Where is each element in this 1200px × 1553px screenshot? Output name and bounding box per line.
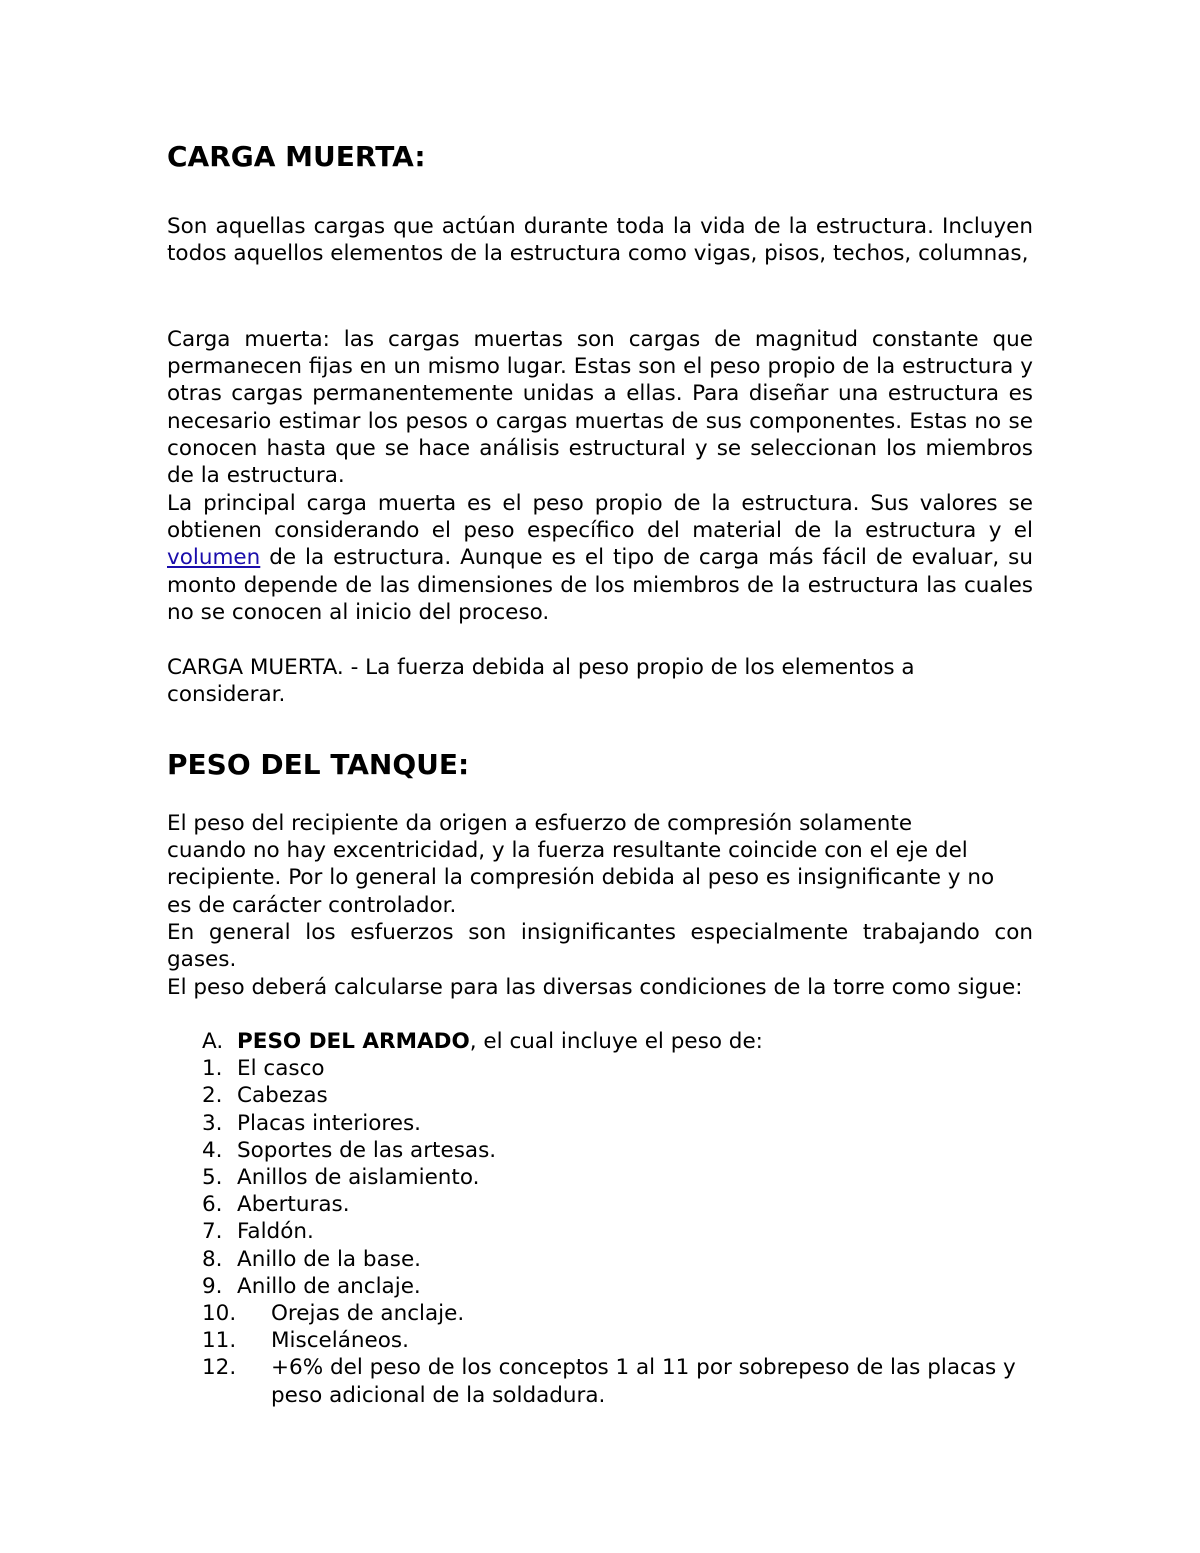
paragraph-carga-muerta-fuerza: CARGA MUERTA. - La fuerza debida al peso propio de los elementos a considerar.: [167, 655, 915, 708]
list-item: [202, 1327, 1033, 1354]
list-item: [202, 1082, 1033, 1109]
list-item: [202, 1273, 1033, 1300]
list-marker: 8.: [202, 1246, 223, 1272]
list-marker: 5.: [202, 1165, 223, 1191]
list-marker: 10.: [202, 1301, 237, 1327]
list-item-bold-label: PESO DEL ARMADO: [237, 1029, 470, 1054]
heading-peso-del-tanque: PESO DEL TANQUE:: [167, 748, 470, 781]
list-item-text: Anillos de aislamiento.: [237, 1165, 480, 1191]
list-marker: 4.: [202, 1137, 223, 1163]
list-item-text: Anillo de anclaje.: [237, 1273, 421, 1299]
list-marker: 12.: [202, 1355, 237, 1381]
list-item: [202, 1110, 1033, 1137]
list-marker: 3.: [202, 1110, 223, 1136]
list-item: [202, 1164, 1033, 1191]
list-marker: 7.: [202, 1219, 223, 1245]
list-item: [202, 1191, 1033, 1218]
list-item-a: [202, 1028, 1033, 1055]
list-marker: 2.: [202, 1083, 223, 1109]
list-item-text: Cabezas: [237, 1083, 328, 1109]
paragraph-text-before-link: La principal carga muerta es el peso propio de la estructura. Sus valores se obtienen considerando el peso específico del material de la estructura y el: [167, 491, 1033, 544]
list-item-text: Faldón.: [237, 1219, 314, 1245]
paragraph-peso-calculo: El peso deberá calcularse para las diversas condiciones de la torre como sigue:: [167, 975, 1023, 1000]
list-item-text: , el cual incluye el peso de:: [469, 1029, 763, 1054]
list-item: [202, 1218, 1033, 1245]
list-item-text: Orejas de anclaje.: [271, 1301, 465, 1327]
list-item: [202, 1300, 1033, 1327]
list-item: [202, 1246, 1033, 1273]
paragraph-esfuerzos: En general los esfuerzos son insignificantes especialmente trabajando con gases.: [167, 920, 1033, 973]
paragraph-carga-muerta-intro: Son aquellas cargas que actúan durante toda la vida de la estructura. Incluyen todos aquellos elementos de la estructura como vigas, pisos, techos, columnas,: [167, 214, 1033, 267]
list-marker: 11.: [202, 1328, 237, 1354]
heading-carga-muerta: CARGA MUERTA:: [167, 140, 426, 173]
list-marker: A.: [202, 1029, 224, 1054]
list-item: [202, 1055, 1033, 1082]
list-marker: 9.: [202, 1273, 223, 1299]
list-item-text: Aberturas.: [237, 1192, 350, 1218]
peso-armado-list: [202, 1028, 1033, 1409]
list-item: [202, 1354, 1033, 1408]
volumen-link[interactable]: volumen: [167, 545, 261, 571]
paragraph-carga-muerta-principal: [167, 490, 1033, 626]
paragraph-text-after-link: de la estructura. Aunque es el tipo de carga más fácil de evaluar, su monto depende de las dimensiones de los miembros de la estructura las cuales no se conocen al inicio del proceso.: [167, 545, 1033, 625]
list-item-text: Placas interiores.: [237, 1110, 421, 1136]
paragraph-carga-muerta-definition: Carga muerta: las cargas muertas son cargas de magnitud constante que permanecen fijas en un mismo lugar. Estas son el peso propio de la estructura y otras cargas permanentemente unidas a ellas. Para diseñar una estructura es necesario estimar los pesos o cargas muertas de sus componentes. Estas no se conocen hasta que se hace análisis estructural y se seleccionan los miembros de la estructura.: [167, 327, 1033, 489]
list-item-text: Soportes de las artesas.: [237, 1137, 497, 1163]
list-item-text: El casco: [237, 1056, 325, 1082]
list-item-text: Misceláneos.: [271, 1328, 409, 1354]
list-marker: 6.: [202, 1192, 223, 1218]
list-item-text: +6% del peso de los conceptos 1 al 11 por sobrepeso de las placas y peso adicional de la soldadura.: [271, 1355, 1016, 1408]
list-item: [202, 1137, 1033, 1164]
list-item-text: Anillo de la base.: [237, 1246, 422, 1272]
paragraph-peso-recipiente: El peso del recipiente da origen a esfuerzo de compresión solamente cuando no hay excentricidad, y la fuerza resultante coincide con el eje del recipiente. Por lo general la compresión debida al peso es insignificante y no es de carácter controlador.: [167, 811, 995, 918]
list-marker: 1.: [202, 1056, 223, 1082]
